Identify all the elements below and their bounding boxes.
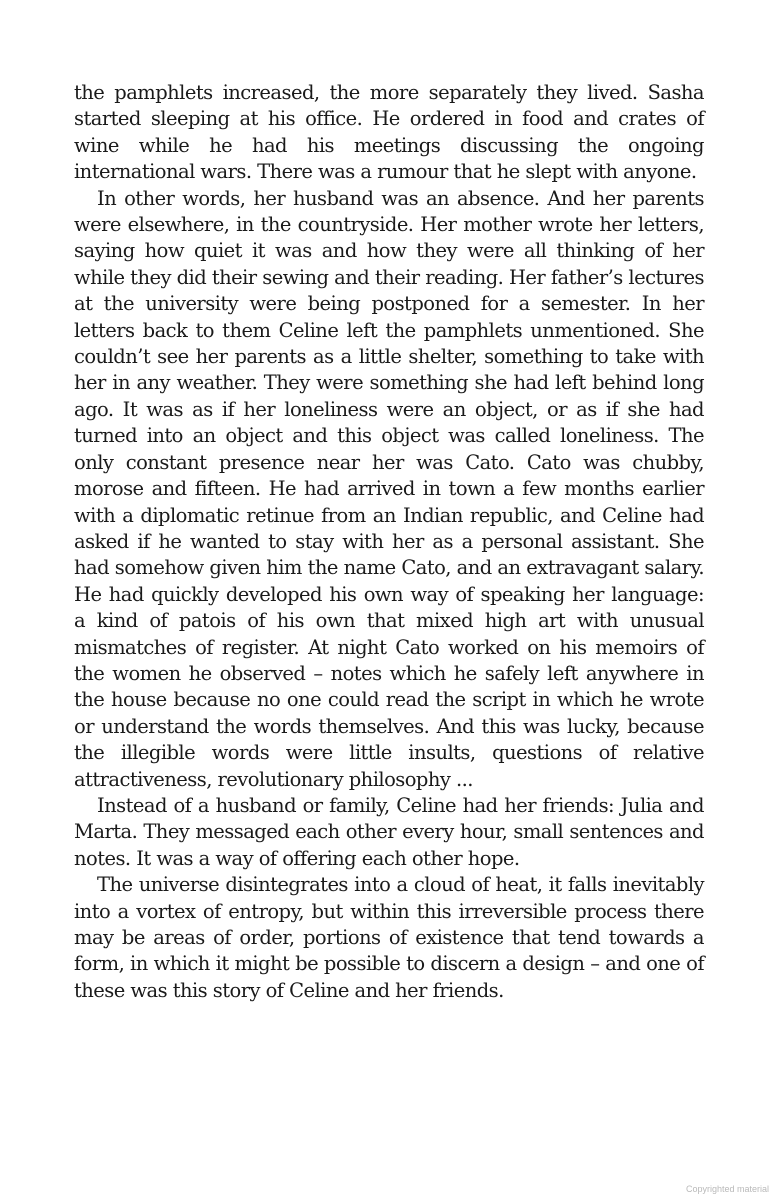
book-page <box>74 80 704 1004</box>
paragraph-husband-absence: In other words, her husband was an absence. And her parents were elsewhere, in the countryside. Her mother wrote her letters, saying how quiet it was and how they were all thinking of her while they did their sewing and their reading. Her father’s lectures at the university were being postponed for a semester. In her letters back to them Celine left the pamphlets unmentioned. She couldn’t see her parents as a little shelter, something to take with her in any weather. They were something she had left behind long ago. It was as if her loneliness were an object, or as if she had turned into an object and this object was called loneliness. The only constant presence near her was Cato. Cato was chubby, morose and fifteen. He had arrived in town a few months earlier with a diplomatic retinue from an Indian republic, and Celine had asked if he wanted to stay with her as a personal assistant. She had somehow given him the name Cato, and an extravagant salary. He had quickly developed his own way of speaking her language: a kind of patois of his own that mixed high art with unusual mismatches of register. At night Cato worked on his memoirs of the women he observed – notes which he safely left anywhere in the house because no one could read the script in which he wrote or understand the words themselves. And this was lucky, because the illegible words were little insults, questions of relative attractiveness, revolutionary philosophy ... <box>74 186 704 791</box>
paragraph-continued: the pamphlets increased, the more separately they lived. Sasha started sleeping at his office. He ordered in food and crates of wine while he had his meetings discussing the ongoing international wars. There was a rumour that he slept with anyone. <box>74 81 704 184</box>
paragraph-universe: The universe disintegrates into a cloud of heat, it falls inevitably into a vortex of entropy, but within this irreversible process there may be areas of order, portions of existence that tend towards a form, in which it might be possible to discern a design – and one of these was this story of Celine and her friends. <box>74 873 704 1002</box>
copyright-watermark: Copyrighted material <box>685 1184 769 1194</box>
paragraph-friends: Instead of a husband or family, Celine had her friends: Julia and Marta. They messaged each other every hour, small sentences and notes. It was a way of offering each other hope. <box>74 793 704 870</box>
